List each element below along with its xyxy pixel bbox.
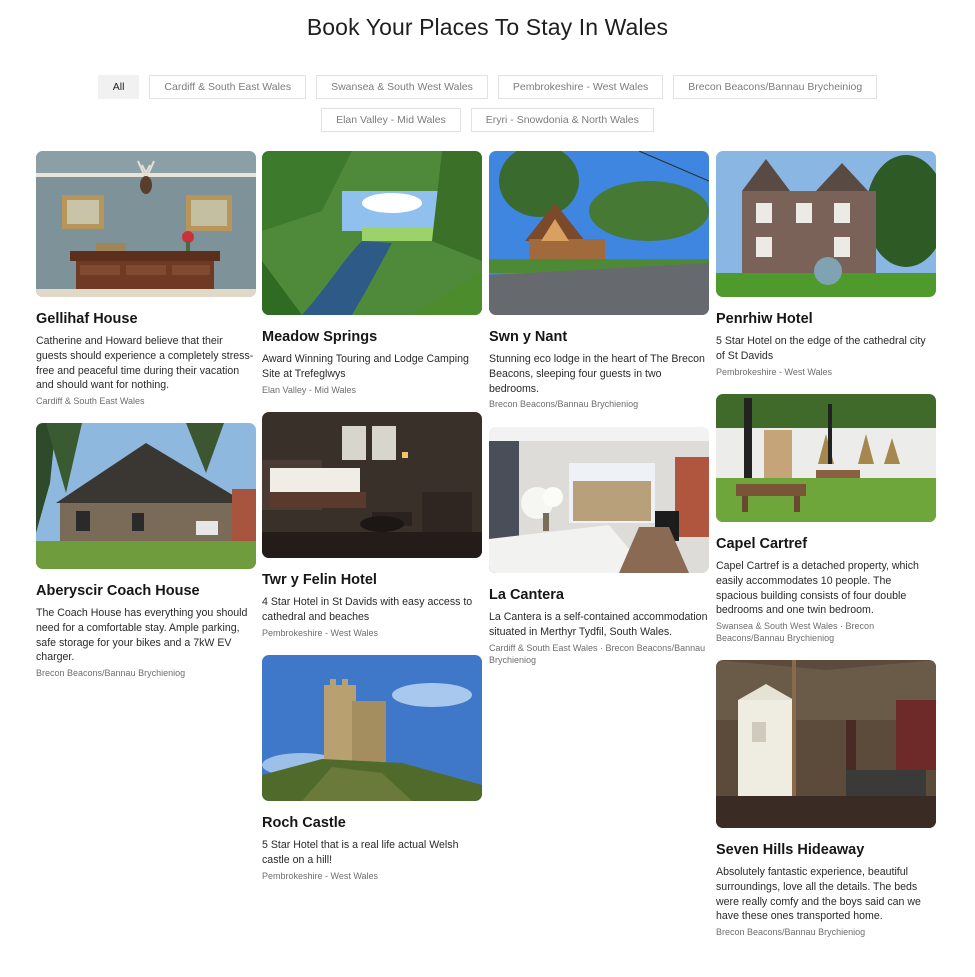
listing-card-aberyscir[interactable] [36,423,256,679]
listing-card-seven-hills[interactable] [716,660,936,938]
listing-region: Brecon Beacons/Bannau Brychieniog [36,668,186,679]
listing-card-roch-castle[interactable] [262,655,482,882]
listing-name[interactable]: La Cantera [489,587,564,603]
listing-photo[interactable] [36,423,256,569]
region-filter-row-1 [0,75,975,99]
listing-name[interactable]: Penrhiw Hotel [716,311,813,327]
listing-description: Absolutely fantastic experience, beautiful surroundings, love all the details. The beds were really comfy and the boys said can we have these ones transported home. [716,866,921,923]
region-filter-row-2 [0,108,975,132]
listing-name[interactable]: Swn y Nant [489,329,568,345]
listing-photo[interactable] [262,412,482,558]
listing-region: Pembrokeshire - West Wales [262,870,379,881]
listing-photo[interactable] [36,151,256,297]
listing-card-la-cantera[interactable] [489,427,709,666]
listing-photo[interactable] [489,427,709,573]
listing-region: Elan Valley - Mid Wales [262,384,357,395]
filter-elan-valley[interactable]: Elan Valley - Mid Wales [321,108,461,132]
listing-region: Pembrokeshire - West Wales [716,366,833,377]
listing-name[interactable]: Aberyscir Coach House [36,583,200,599]
page-title: Book Your Places To Stay In Wales [306,14,669,40]
listing-description: 4 Star Hotel in St Davids with easy access to cathedral and beaches [262,596,473,623]
listing-region: Brecon Beacons/Bannau Brychieniog [716,927,866,938]
listing-description: 5 Star Hotel that is a real life actual Welsh castle on a hill! [262,839,459,866]
listing-card-meadow-springs[interactable] [262,151,482,396]
filter-cardiff-south-east[interactable]: Cardiff & South East Wales [149,75,306,99]
listing-photo[interactable] [716,394,936,522]
listing-region: Swansea & South West Wales · Brecon Beacons/Bannau Brychieniog [716,621,875,644]
listing-description: Capel Cartref is a detached property, which easily accommodates 10 people. The spacious building consists of four double bedrooms and one twin bedroom. [716,560,919,617]
listing-card-twr-y-felin[interactable] [262,412,482,639]
listing-description: Catherine and Howard believe that their guests should experience a completely stress-free and peaceful time during their vacation and should want for nothing. [36,335,254,392]
listing-photo[interactable] [716,151,936,297]
listing-name[interactable]: Roch Castle [262,815,346,831]
listing-region: Cardiff & South East Wales [36,396,145,407]
listing-card-capel-cartref[interactable] [716,394,936,644]
listing-photo[interactable] [716,660,936,828]
filter-eryri-snowdonia[interactable]: Eryri - Snowdonia & North Wales [471,108,654,132]
listing-photo[interactable] [262,151,482,315]
listing-region: Pembrokeshire - West Wales [262,627,379,638]
listing-region: Brecon Beacons/Bannau Brychieniog [489,399,639,410]
listing-description: 5 Star Hotel on the edge of the cathedral city of St Davids [716,335,926,362]
listing-photo[interactable] [489,151,709,315]
listing-description: Award Winning Touring and Lodge Camping Site at Trefeglwys [262,353,469,380]
listing-name[interactable]: Seven Hills Hideaway [716,842,865,858]
filter-all[interactable]: All [98,75,140,99]
listing-name[interactable]: Capel Cartref [716,536,808,552]
listing-name[interactable]: Twr y Felin Hotel [262,572,377,588]
filter-brecon-beacons[interactable]: Brecon Beacons/Bannau Brycheiniog [673,75,877,99]
listing-name[interactable]: Gellihaf House [36,311,138,327]
listing-description: Stunning eco lodge in the heart of The Brecon Beacons, sleeping four guests in two bedrooms. [489,353,705,395]
listing-region: Cardiff & South East Wales · Brecon Beacons/Bannau Brychieniog [489,642,706,665]
listing-description: La Cantera is a self-contained accommodation situated in Merthyr Tydfil, South Wales. [489,611,708,638]
filter-swansea-south-west[interactable]: Swansea & South West Wales [316,75,488,99]
listing-card-penrhiw[interactable] [716,151,936,378]
listing-name[interactable]: Meadow Springs [262,329,378,345]
listing-description: The Coach House has everything you should need for a comfortable stay. Ample parking, safe storage for your bikes and a 7kW EV charger. [36,607,248,664]
filter-pembrokeshire-west[interactable]: Pembrokeshire - West Wales [498,75,663,99]
listing-card-swn-y-nant[interactable] [489,151,709,410]
listing-photo[interactable] [262,655,482,801]
listing-card-gellihaf[interactable] [36,151,256,407]
